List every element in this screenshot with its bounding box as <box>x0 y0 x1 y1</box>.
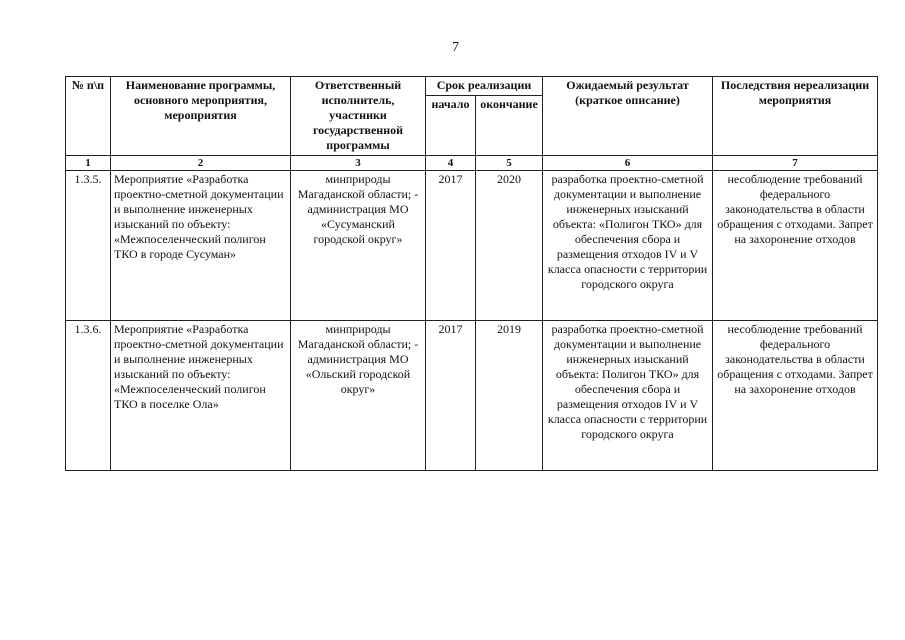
row-result: разработка проектно-сметной документации и выполнение инженерных изысканий объекта: Полигон ТКО» для обеспечения сбора и размещения отходов IV и V класса опасности с территории городского округа <box>543 321 713 471</box>
header-num: № п\п <box>66 77 111 156</box>
header-end: окончание <box>476 96 543 156</box>
page-number: 7 <box>452 40 459 55</box>
row-responsible: минприроды Магаданской области; - администрация МО «Сусуманский городской округ» <box>291 171 426 321</box>
row-number: 1.3.5. <box>66 171 111 321</box>
col-number: 7 <box>713 156 878 171</box>
row-start-year: 2017 <box>426 171 476 321</box>
col-number: 6 <box>543 156 713 171</box>
row-number: 1.3.6. <box>66 321 111 471</box>
row-result: разработка проектно-сметной документации и выполнение инженерных изысканий объекта: «Полигон ТКО» для обеспечения сбора и размещения отходов IV и V класса опасности с территории городского округа <box>543 171 713 321</box>
col-number: 4 <box>426 156 476 171</box>
row-end-year: 2019 <box>476 321 543 471</box>
col-number: 2 <box>111 156 291 171</box>
col-number: 5 <box>476 156 543 171</box>
table-row <box>66 171 878 321</box>
row-start-year: 2017 <box>426 321 476 471</box>
header-responsible: Ответственный исполнитель, участники государственной программы <box>291 77 426 156</box>
table-row <box>66 321 878 471</box>
header-consequence: Последствия нереализации мероприятия <box>713 77 878 156</box>
row-name: Мероприятие «Разработка проектно-сметной документации и выполнение инженерных изысканий по объекту: «Межпоселенческий полигон ТКО в поселке Ола» <box>111 321 291 471</box>
row-end-year: 2020 <box>476 171 543 321</box>
header-name: Наименование программы, основного мероприятия, мероприятия <box>111 77 291 156</box>
column-number-row <box>66 156 878 171</box>
row-consequence: несоблюдение требований федерального законодательства в области обращения с отходами. Запрет на захоронение отходов <box>713 321 878 471</box>
col-number: 1 <box>66 156 111 171</box>
header-result: Ожидаемый результат (краткое описание) <box>543 77 713 156</box>
row-responsible: минприроды Магаданской области; - администрация МО «Ольский городской округ» <box>291 321 426 471</box>
row-consequence: несоблюдение требований федерального законодательства в области обращения с отходами. Запрет на захоронение отходов <box>713 171 878 321</box>
col-number: 3 <box>291 156 426 171</box>
header-term: Срок реализации <box>426 77 543 96</box>
program-table <box>65 76 878 471</box>
row-name: Мероприятие «Разработка проектно-сметной документации и выполнение инженерных изысканий по объекту: «Межпоселенческий полигон ТКО в городе Сусуман» <box>111 171 291 321</box>
header-start: начало <box>426 96 476 156</box>
